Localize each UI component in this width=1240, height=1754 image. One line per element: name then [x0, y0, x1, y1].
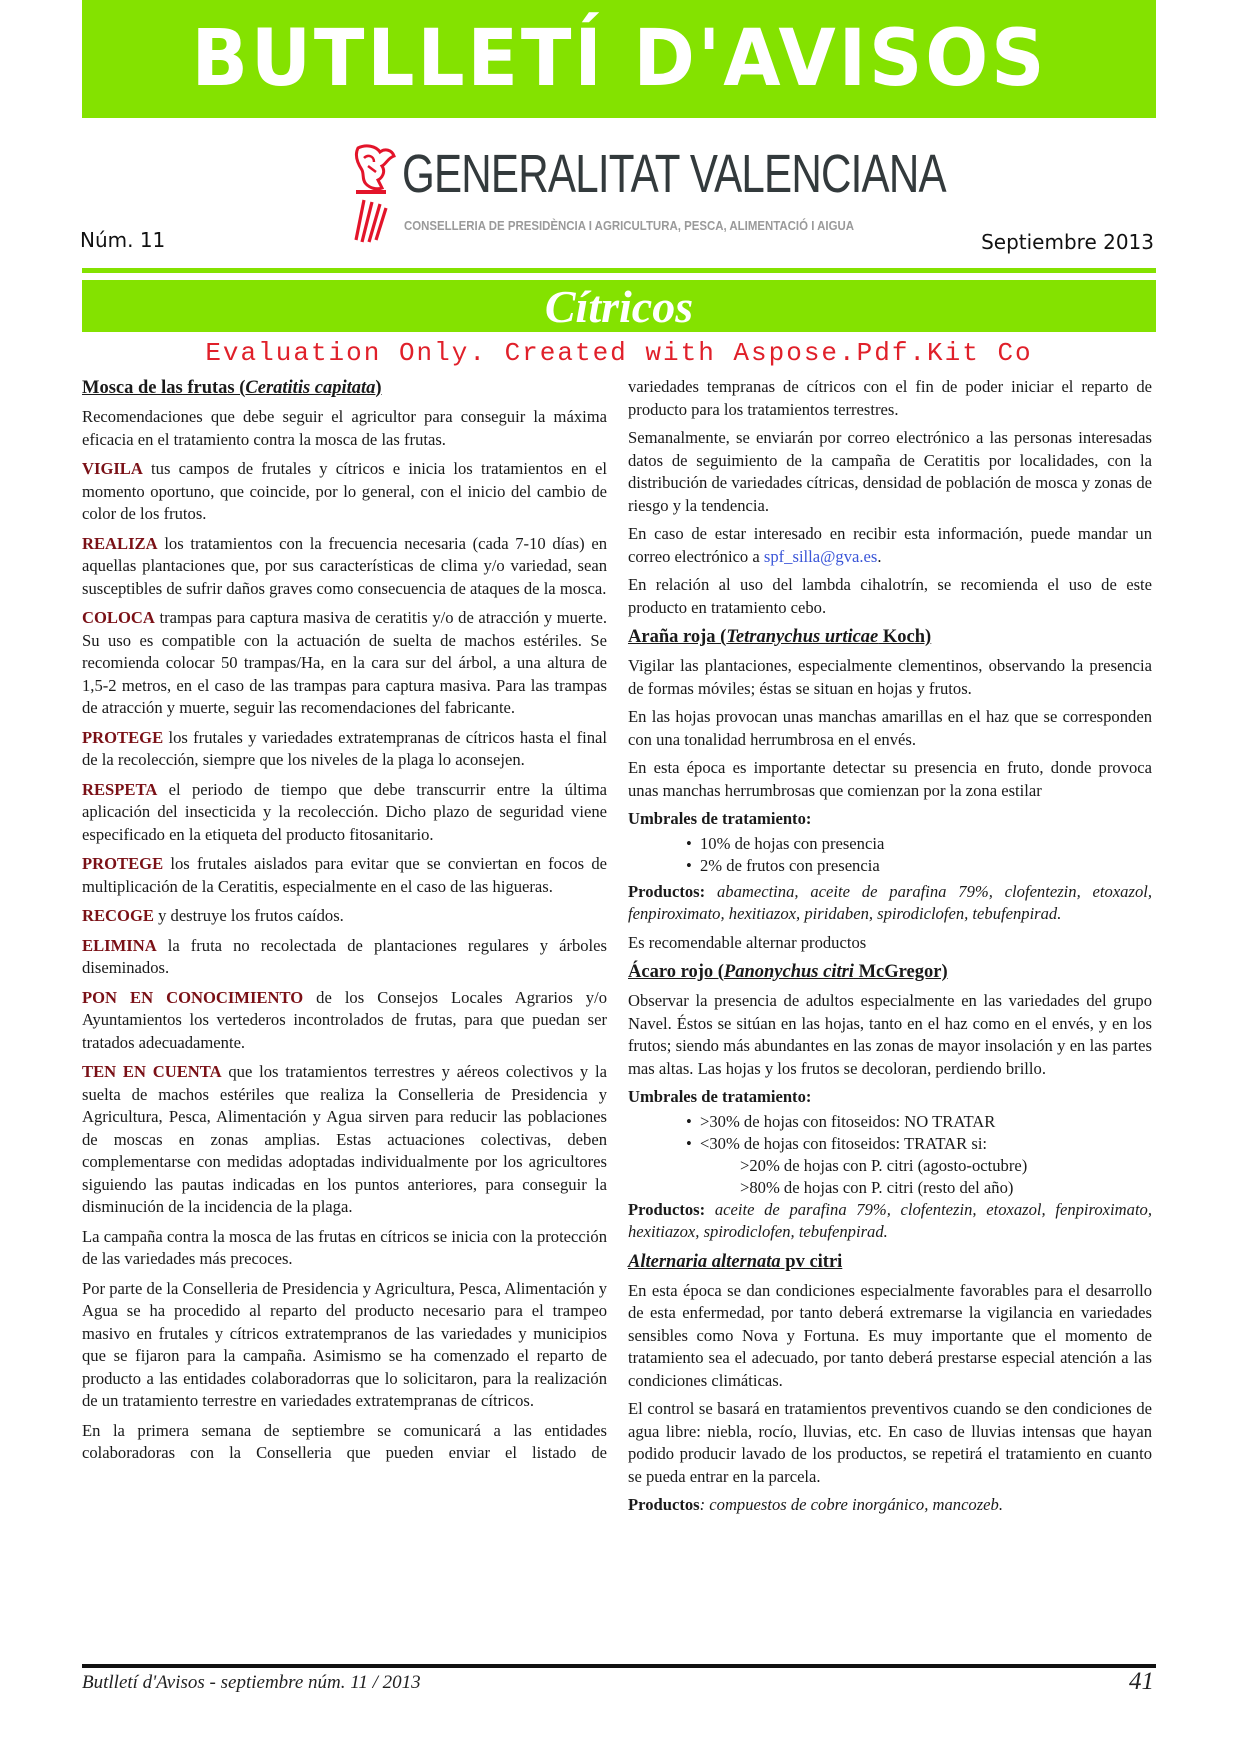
section-band — [82, 280, 1156, 332]
paragraph-text: En caso de estar interesado en recibir esta información, puede mandar un correo electrónico a — [628, 524, 1152, 566]
coat-of-arms-icon — [352, 144, 396, 244]
paragraph-text: . — [877, 546, 882, 566]
recommendation — [82, 533, 607, 601]
heading-text: pv citri — [780, 1251, 843, 1272]
heading-species: Alternaria alternata — [628, 1251, 781, 1272]
paragraph: El control se basará en tratamientos preventivos cuando se den condiciones de agua libre: niebla, rocío, lluvias, etc. En caso de lluvias intensas que hayan podido producir lavado de los productos, se repetirá el tratamiento en cuanto se pueda entrar en la parcela. — [628, 1399, 1152, 1486]
recommendation-text: los frutales y variedades extratempranas de cítricos hasta el final de la recolección, siempre que los niveles de la plaga lo aconsejen. — [82, 727, 607, 769]
heading-text: Mosca de las frutas ( — [82, 378, 246, 398]
recommendation-keyword: VIGILA — [82, 459, 143, 478]
recommendation-keyword: PROTEGE — [82, 854, 164, 873]
recommendation-keyword: PROTEGE — [82, 727, 164, 747]
logo-name: GENERALITAT VALENCIANA — [402, 144, 946, 204]
recommendation-keyword: ELIMINA — [82, 935, 157, 955]
recommendation — [82, 987, 607, 1055]
issue-date: Septiembre 2013 — [981, 230, 1154, 254]
heading-text: Araña roja ( — [628, 627, 727, 647]
heading-species: Panonychus citri — [723, 962, 854, 982]
header-divider — [82, 268, 1156, 273]
paragraph: En esta época se dan condiciones especialmente favorables para el desarrollo de esta enfermedad, por tanto deberá extremarse la vigilancia en variedades sensibles como Nova y Fortuna. Es muy importante que el momento de tratamiento sea el adecuado, por tanto deberá prestarse especial atención a las condiciones climáticas. — [628, 1280, 1152, 1390]
products-label: Productos: — [628, 881, 706, 901]
recommendation-text: y destruye los frutos caídos. — [153, 906, 344, 925]
paragraph: Vigilar las plantaciones, especialmente clementinos, observando la presencia de formas móviles; éstas se situan en hojas y frutos. — [628, 656, 1152, 698]
recommendation — [82, 607, 607, 720]
products-label: Productos: — [628, 1199, 706, 1219]
threshold-item: • <30% de hojas con fitoseidos: TRATAR si: — [628, 1133, 1152, 1155]
paragraph: La campaña contra la mosca de las frutas en cítricos se inicia con la protección de las variedades más precoces. — [82, 1226, 607, 1268]
products — [628, 1199, 1152, 1244]
section-title: Cítricos — [544, 280, 694, 332]
heading-arana — [628, 625, 1152, 650]
paragraph: En relación al uso del lambda cihalotrín, se recomienda el uso de este producto en tratamiento cebo. — [628, 575, 1152, 617]
products — [628, 1494, 1152, 1517]
paragraph: variedades tempranas de cítricos con el fin de poder iniciar el reparto de producto para los tratamientos terrestres. — [628, 377, 1152, 419]
recommendation-text: tus campos de frutales y cítricos e inicia los tratamientos en el momento oportuno, que coincide, por lo general, con el inicio del cambio de color de los frutos. — [82, 459, 607, 523]
sub-threshold: >20% de hojas con P. citri (agosto-octubre) — [740, 1155, 1028, 1175]
sub-threshold: >80% de hojas con P. citri (resto del año) — [740, 1177, 1014, 1197]
heading-text: Koch) — [878, 627, 932, 647]
bulletin-title: BUTLLETÍ D'AVISOS — [191, 14, 1047, 104]
right-column — [628, 376, 1152, 1523]
heading-text: Ácaro rojo ( — [628, 962, 724, 982]
recommendation-text: los tratamientos con la frecuencia necesaria (cada 7-10 días) en aquellas plantaciones que, por sus características de clima y/o variedad, sean susceptibles de sufrir daños graves como consecuencia de ataques de la mosca. — [82, 533, 607, 598]
footer-divider — [82, 1664, 1156, 1668]
recommendation-keyword: TEN EN CUENTA — [82, 1062, 222, 1081]
recommendation — [82, 905, 607, 928]
heading-species: Tetranychus urticae — [726, 627, 879, 647]
issue-number: Núm. 11 — [80, 228, 166, 252]
recommendation-text: el periodo de tiempo que debe transcurrir entre la última aplicación del insecticida y la recolección. Dicho plazo de seguridad viene especificado en la etiqueta del producto fitosanitario. — [82, 779, 607, 844]
products-list: aceite de parafina 79%, clofentezin, etoxazol, fenpiroximato, hexitiazox, spirodiclofen, tebufenpirad. — [628, 1199, 1152, 1241]
recommendation-keyword: REALIZA — [82, 533, 158, 553]
recommendation-text: de los Consejos Locales Agrarios y/o Ayuntamientos los vertederos incontrolados de frutas, para que puedan ser tratados adecuadamente. — [82, 987, 607, 1052]
recommendation — [82, 1061, 607, 1219]
paragraph: En las hojas provocan unas manchas amarillas en el haz que se corresponden con una tonalidad herrumbrosa en el envés. — [628, 707, 1152, 749]
heading-text: ) — [375, 378, 382, 398]
mosca-intro: Recomendaciones que debe seguir el agricultor para conseguir la máxima eficacia en el tratamiento contra la mosca de las frutas. — [82, 407, 607, 449]
recommendation-text: la fruta no recolectada de plantaciones regulares y árboles diseminados. — [82, 935, 607, 977]
paragraph: Semanalmente, se enviarán por correo electrónico a las personas interesadas datos de seguimiento de la campaña de Ceratitis por localidades, con la distribución de variedades cítricas, densidad de población de mosca y zonas de riesgo y la tendencia. — [628, 428, 1152, 515]
recommendation — [82, 727, 607, 772]
recommendation-text: que los tratamientos terrestres y aéreos colectivos y la suelta de machos estériles que realiza la Conselleria de Presidencia y Agricultura, Pesca, Alimentación y Agua sirven para reducir las poblaciones de moscas en zonas amplias. Estas actuaciones colectivas, deben complementarse con medidas adoptadas individualmente por los agricultores siguiendo las pautas indicadas en los puntos anteriores, para conseguir la disminución de la incidencia de la plaga. — [82, 1062, 607, 1216]
thresholds-label: Umbrales de tratamiento: — [628, 1087, 812, 1106]
recommendation-text: trampas para captura masiva de ceratitis y/o de atracción y muerte. Su uso es compatible con la actuación de suelta de machos estériles. Se recomienda colocar 50 trampas/Ha, en la cara sur del árbol, a una altura de 1,5-2 metros, en el caso de las trampas para captura masiva. Para las trampas de atracción y muerte, seguir las recomendaciones del fabricante. — [82, 608, 607, 717]
recommendation-keyword: COLOCA — [82, 608, 155, 627]
threshold-item: • 2% de frutos con presencia — [628, 855, 1152, 877]
recommendation — [82, 458, 607, 526]
left-column — [82, 376, 607, 1472]
paragraph: Por parte de la Conselleria de Presidencia y Agricultura, Pesca, Alimentación y Agua se ha procedido al reparto del producto necesario para el trampeo masivo en frutales y cítricos extratempranos de las variedades y municipios que se fijaron para la campaña. Asimismo se ha comenzado el reparto de producto a las entidades colaboradorras que lo solicitaron, para la realización de un tratamiento terrestre en variedades extratempranas de cítricos. — [82, 1278, 607, 1410]
products-list: abamectina, aceite de parafina 79%, clofentezin, etoxazol, fenpiroximato, hexitiazox, piridaben, spirodiclofen, tebufenpirad. — [628, 881, 1152, 923]
products-label: Productos — [628, 1495, 700, 1514]
recommendation-keyword: RESPETA — [82, 779, 158, 799]
footer-publication: Butlletí d'Avisos - septiembre núm. 11 / 2013 — [82, 1672, 421, 1693]
recommendation — [82, 779, 607, 847]
paragraph: En la primera semana de septiembre se comunicará a las entidades colaboradoras con la Conselleria que pueden enviar el listado de — [82, 1420, 607, 1462]
recommendation — [82, 853, 607, 898]
heading-alternaria — [628, 1250, 1152, 1275]
recommendation-keyword: PON EN CONOCIMIENTO — [82, 987, 304, 1007]
heading-mosca — [82, 376, 607, 401]
thresholds-label: Umbrales de tratamiento: — [628, 809, 812, 828]
paragraph: Observar la presencia de adultos especialmente en las variedades del grupo Navel. Éstos se sitúan en las hojas, tanto en el haz como en el envés, y en los frutos; siendo más abundantes en las zonas de mayor insolación y en las partes mas altas. Las hojas y los frutos se decoloran, perdiendo brillo. — [628, 991, 1152, 1078]
header-banner — [82, 0, 1156, 118]
generalitat-logo — [352, 140, 946, 248]
email-paragraph — [628, 523, 1152, 568]
note: Es recomendable alternar productos — [628, 932, 867, 952]
paragraph: En esta época es importante detectar su presencia en fruto, donde provoca unas manchas herrumbrosas que comienzan por la zona estilar — [628, 758, 1152, 800]
page-number: 41 — [1129, 1668, 1154, 1695]
recommendation-text: los frutales aislados para evitar que se conviertan en focos de multiplicación de la Ceratitis, especialmente en el caso de las higueras. — [82, 854, 607, 896]
recommendation-keyword: RECOGE — [82, 906, 154, 925]
heading-species: Ceratitis capitata — [245, 378, 376, 398]
heading-acaro — [628, 960, 1152, 985]
threshold-item: • 10% de hojas con presencia — [628, 833, 1152, 855]
logo-subtitle: CONSELLERIA DE PRESIDÈNCIA I AGRICULTURA, PESCA, ALIMENTACIÓ I AIGUA — [404, 218, 854, 233]
threshold-item: • >30% de hojas con fitoseidos: NO TRATAR — [628, 1111, 1152, 1133]
evaluation-watermark: Evaluation Only. Created with Aspose.Pdf.Kit Co — [205, 338, 1033, 368]
recommendation — [82, 935, 607, 980]
thresholds-list — [628, 1111, 1152, 1155]
email-link[interactable]: spf_silla@gva.es — [763, 546, 878, 566]
products-list: : compuestos de cobre inorgánico, mancozeb. — [699, 1495, 1003, 1514]
products — [628, 881, 1152, 926]
heading-text: McGregor) — [853, 962, 948, 982]
thresholds-list — [628, 833, 1152, 877]
